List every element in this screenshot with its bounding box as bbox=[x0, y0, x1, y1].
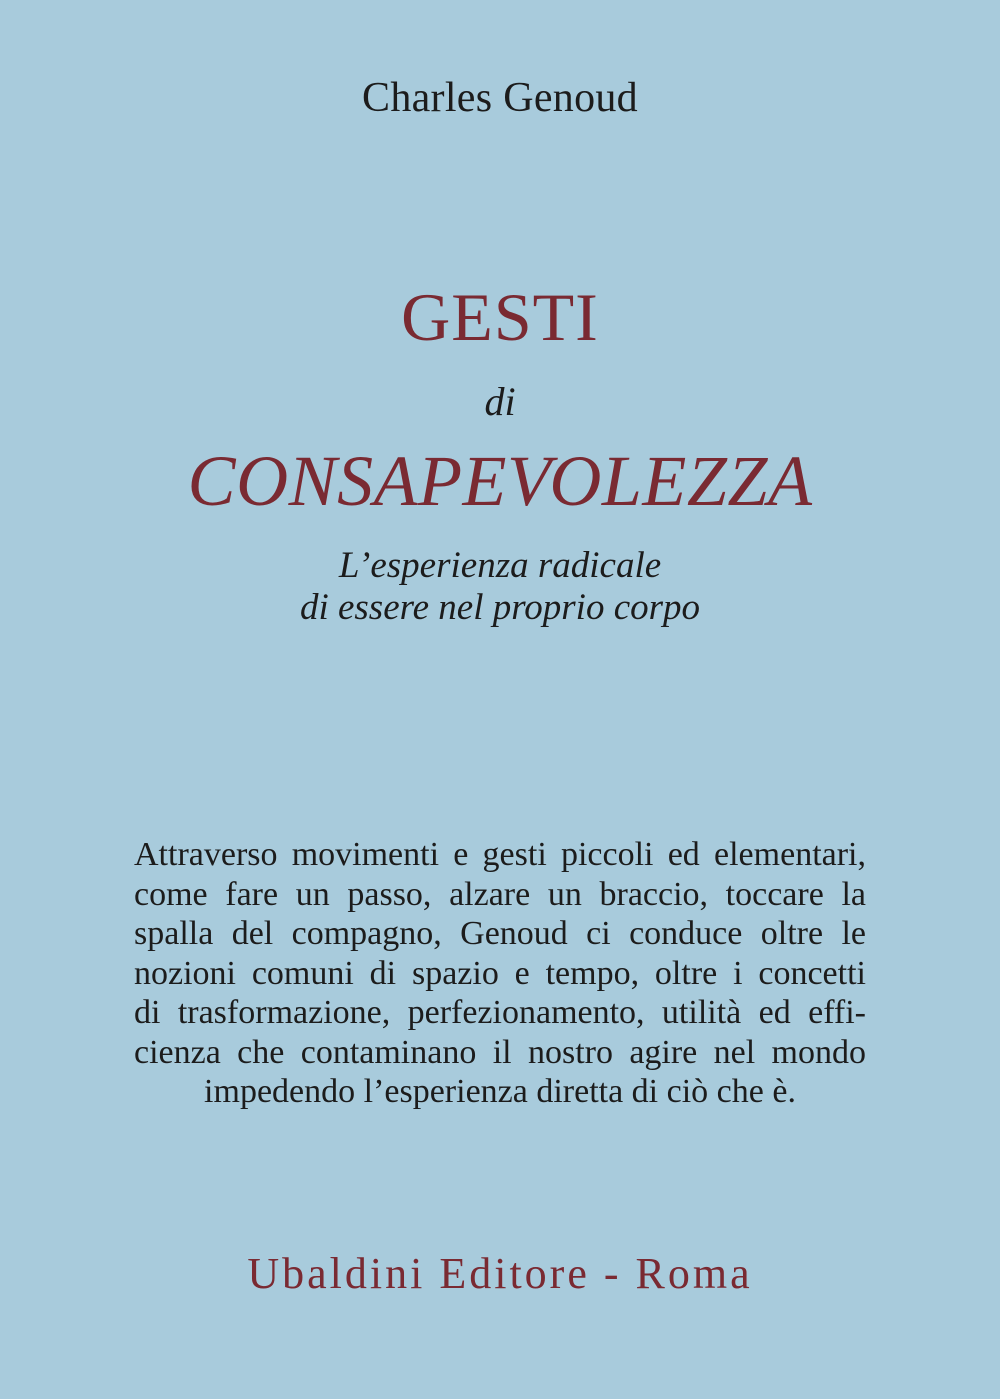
blurb-line: cienza che contaminano il nostro agire nel mondo bbox=[134, 1033, 866, 1071]
title-sub: CONSAPEVOLEZZA bbox=[187, 441, 813, 521]
title-main: GESTI bbox=[401, 279, 599, 355]
subtitle bbox=[0, 545, 1000, 629]
blurb-line: Attraverso movimenti e gesti piccoli ed elementari, bbox=[134, 836, 866, 873]
title-conjunction: di bbox=[484, 379, 516, 424]
subtitle-line: di essere nel proprio corpo bbox=[299, 587, 701, 628]
blurb-line: di trasformazione, perfezionamento, utilità ed effi- bbox=[134, 994, 866, 1031]
blurb-line: come fare un passo, alzare un braccio, toccare la bbox=[134, 875, 866, 913]
author-name: Charles Genoud bbox=[362, 75, 638, 121]
blurb bbox=[134, 835, 866, 1112]
publisher: Ubaldini Editore - Roma bbox=[247, 1249, 753, 1298]
subtitle-line: L’esperienza radicale bbox=[338, 545, 662, 586]
blurb-line: spalla del compagno, Genoud ci conduce oltre le bbox=[134, 915, 866, 952]
blurb-line: nozioni comuni di spazio e tempo, oltre i concetti bbox=[134, 954, 866, 992]
blurb-line: impedendo l’esperienza diretta di ciò che è. bbox=[204, 1073, 796, 1110]
